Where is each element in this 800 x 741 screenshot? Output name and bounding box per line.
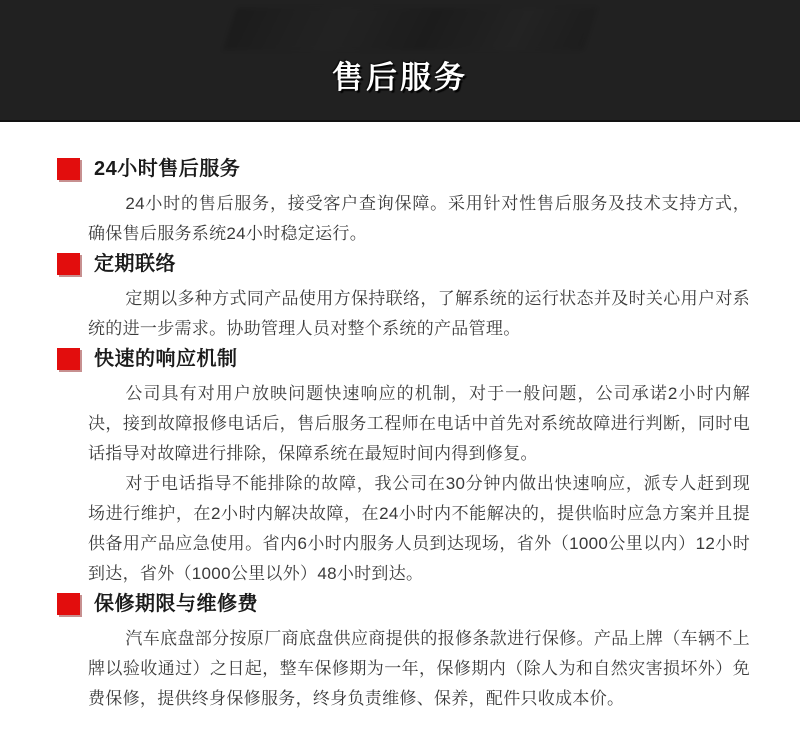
section-paragraph: 24小时的售后服务，接受客户查询保障。采用针对性售后服务及技术支持方式，确保售后服务系统24小时稳定运行。: [88, 194, 750, 243]
section-header: [57, 348, 750, 370]
section-warranty-fees: [57, 593, 750, 714]
page-header-banner: [0, 0, 800, 122]
section-rapid-response: [57, 348, 750, 589]
section-header: [57, 158, 750, 180]
red-square-bullet-icon: [57, 253, 80, 275]
section-paragraph: 公司具有对用户放映问题快速响应的机制，对于一般问题，公司承诺2小时内解决，接到故障报修电话后，售后服务工程师在电话中首先对系统故障进行判断，同时电话指导对故障进行排除，保障系统在最短时间内得到修复。: [88, 384, 750, 463]
section-heading: 定期联络: [94, 253, 176, 275]
section-24h-service: [57, 158, 750, 249]
faint-watermark: [223, 8, 597, 50]
section-paragraph: 对于电话指导不能排除的故障，我公司在30分钟内做出快速响应，派专人赶到现场进行维护，在2小时内解决故障，在24小时内不能解决的，提供临时应急方案并且提供备用产品应急使用。省内6小时内服务人员到达现场，省外（1000公里以内）12小时到达，省外（1000公里以外）48小时到达。: [88, 474, 750, 583]
section-paragraph: 定期以多种方式同产品使用方保持联络，了解系统的运行状态并及时关心用户对系统的进一步需求。协助管理人员对整个系统的产品管理。: [88, 289, 750, 338]
section-header: [57, 593, 750, 615]
section-paragraph: 汽车底盘部分按原厂商底盘供应商提供的报修条款进行保修。产品上牌（车辆不上牌以验收通过）之日起，整车保修期为一年，保修期内（除人为和自然灾害损坏外）免费保修，提供终身保修服务，终身负责维修、保养，配件只收成本价。: [88, 629, 750, 708]
red-square-bullet-icon: [57, 158, 80, 180]
section-heading: 24小时售后服务: [94, 158, 241, 180]
page-title: 售后服务: [332, 60, 468, 95]
section-heading: 保修期限与维修费: [94, 593, 258, 615]
red-square-bullet-icon: [57, 593, 80, 615]
section-header: [57, 253, 750, 275]
red-square-bullet-icon: [57, 348, 80, 370]
content-area: [0, 122, 800, 714]
section-regular-contact: [57, 253, 750, 344]
section-heading: 快速的响应机制: [94, 348, 238, 370]
